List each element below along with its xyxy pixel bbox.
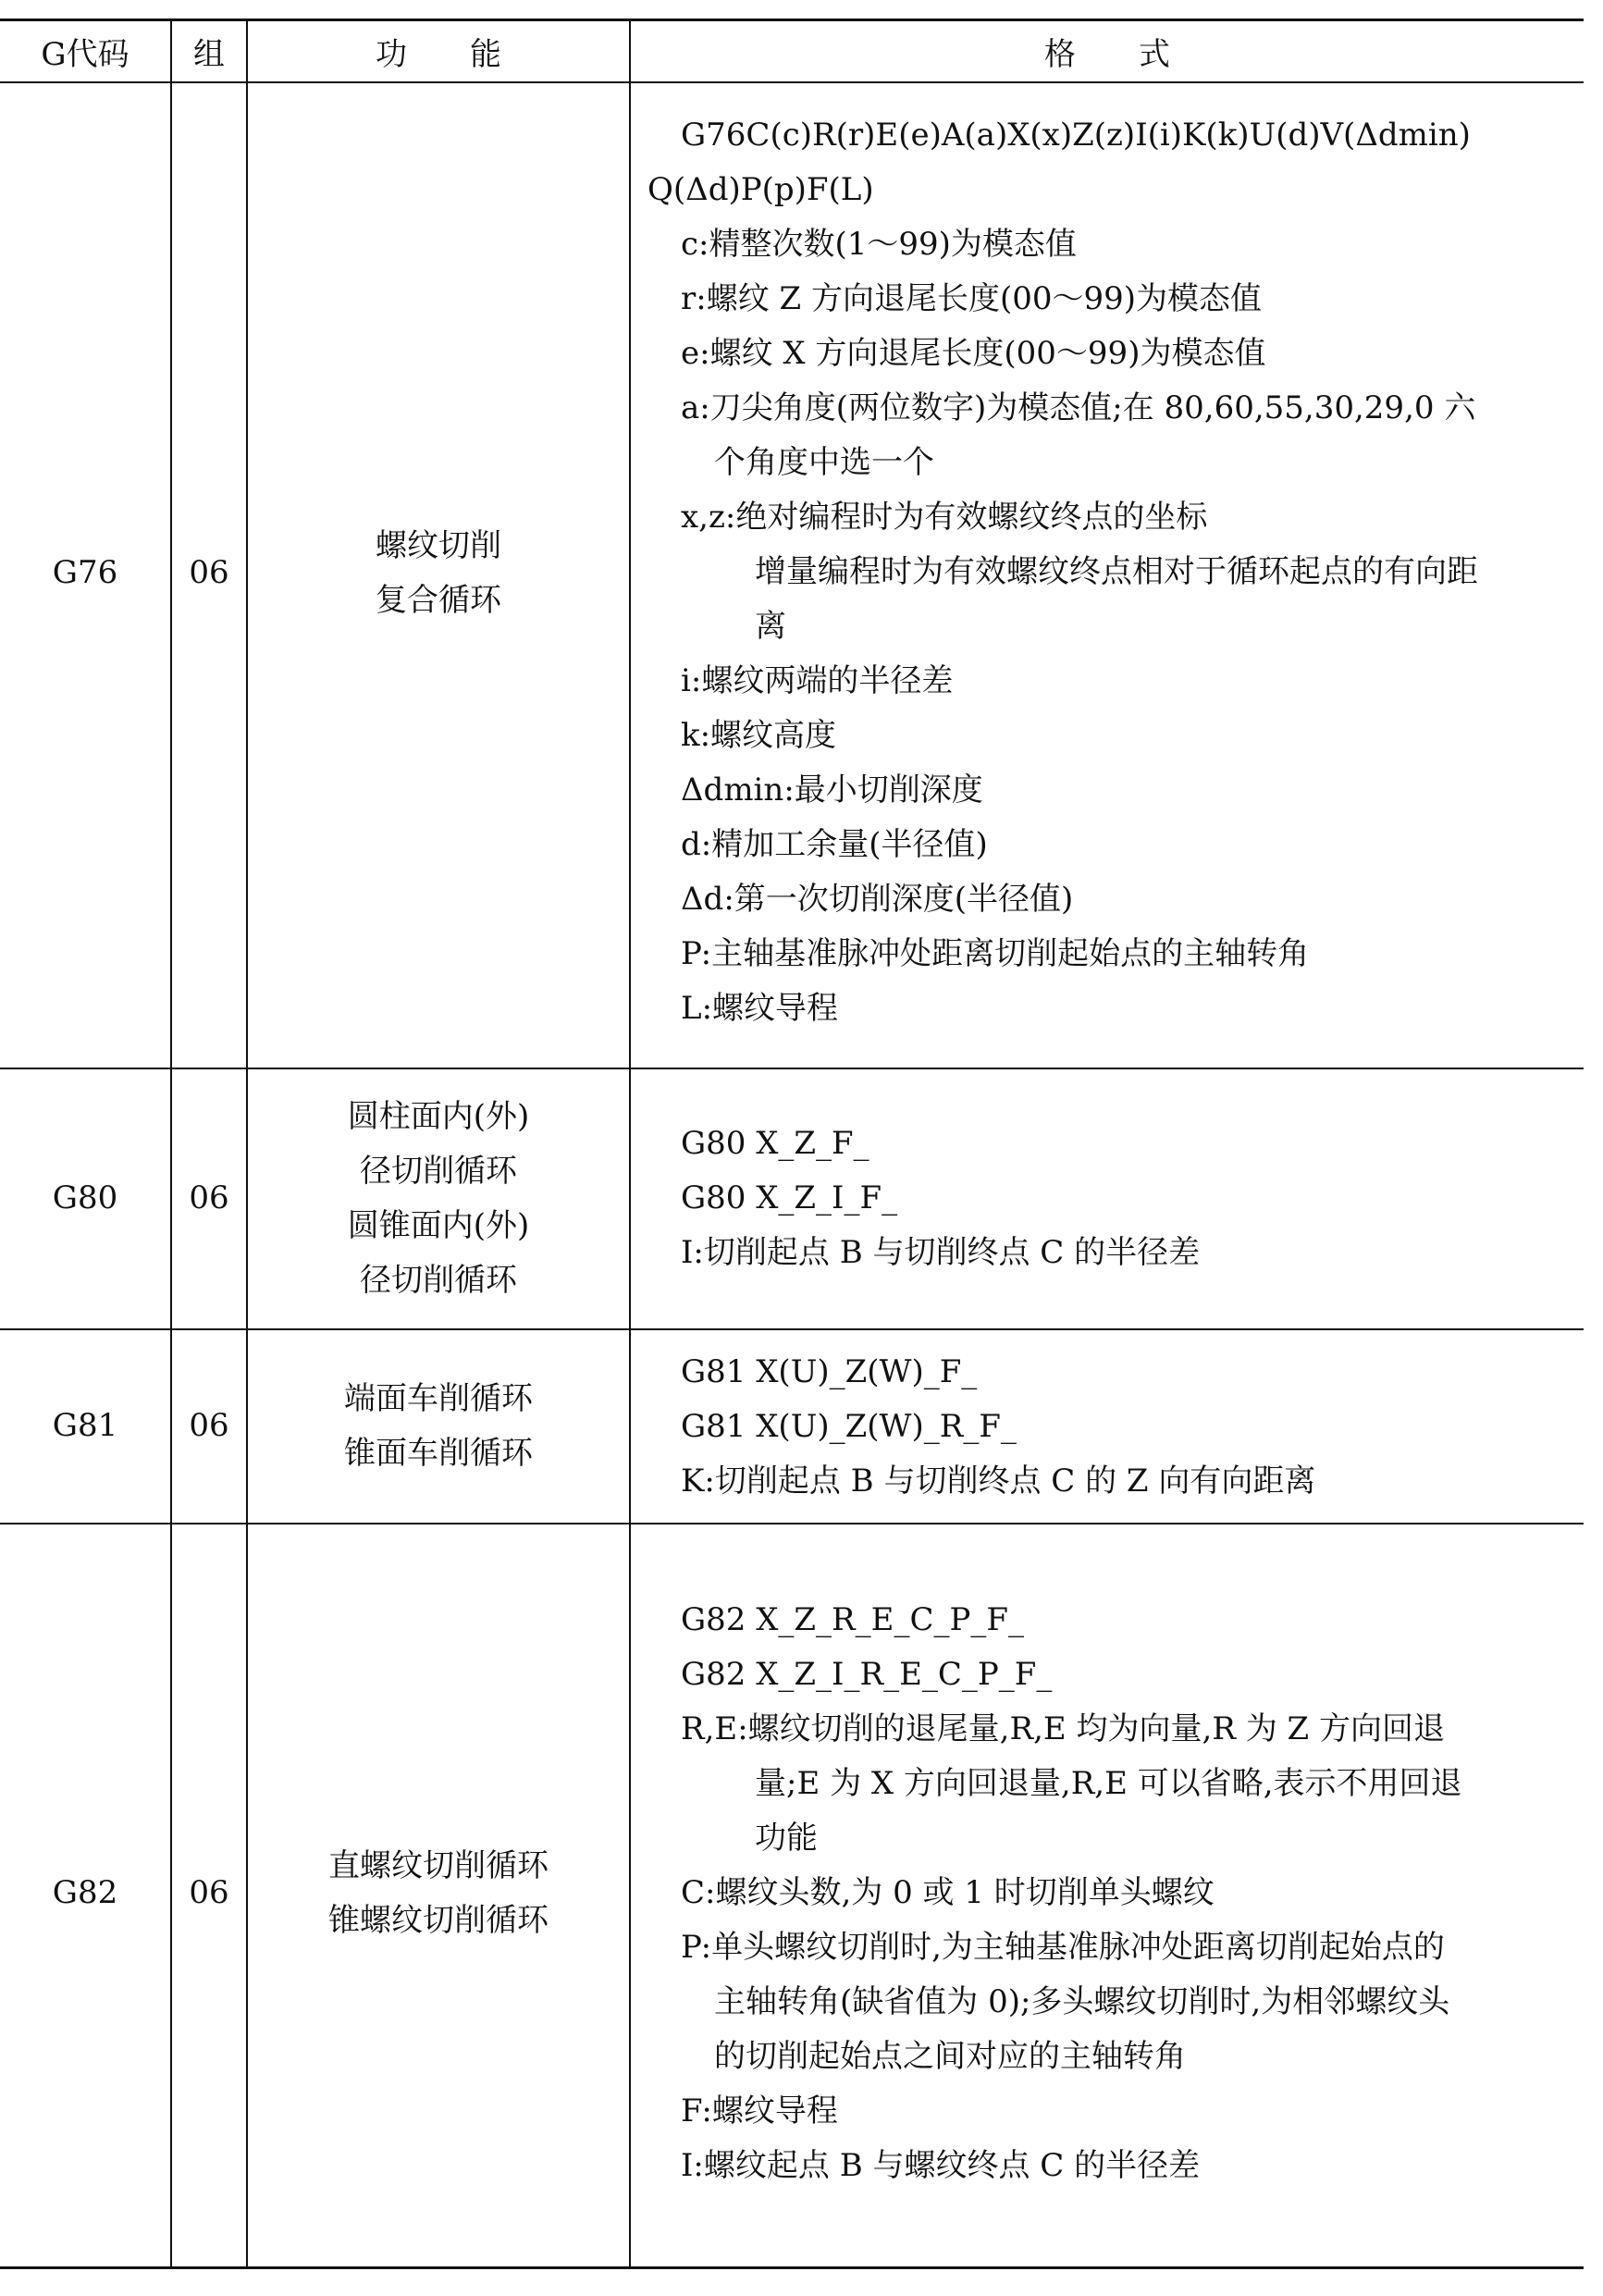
format-line: K:切削起点 B 与切削终点 C 的 Z 向有向距离 bbox=[681, 1463, 1316, 1500]
function-line: 锥面车削循环 bbox=[344, 1435, 533, 1472]
row-divider-g80 bbox=[0, 1328, 1584, 1330]
format-line: x,z:绝对编程时为有效螺纹终点的坐标 bbox=[681, 499, 1208, 536]
row-g82-function bbox=[248, 1839, 629, 1948]
function-line: 圆锥面内(外) bbox=[347, 1207, 530, 1244]
function-line: 径切削循环 bbox=[360, 1262, 517, 1299]
row-g82-code: G82 bbox=[52, 1874, 118, 1911]
column-rule-1 bbox=[170, 19, 172, 2267]
format-line: G82 X_Z_I_R_E_C_P_F_ bbox=[681, 1656, 1053, 1693]
header-function: 功 能 bbox=[376, 35, 501, 73]
format-line: 增量编程时为有效螺纹终点相对于循环起点的有向距 bbox=[755, 553, 1478, 590]
function-line: 圆柱面内(外) bbox=[347, 1098, 530, 1135]
format-line: 功能 bbox=[755, 1820, 818, 1857]
header-format: 格 式 bbox=[1044, 35, 1170, 73]
format-line: Δd:第一次切削深度(半径值) bbox=[681, 881, 1074, 918]
row-divider-g76 bbox=[0, 1068, 1584, 1069]
format-line: P:主轴基准脉冲处距离切削起始点的主轴转角 bbox=[681, 935, 1310, 972]
format-line: 的切削起始点之间对应的主轴转角 bbox=[714, 2038, 1186, 2075]
row-g81-group: 06 bbox=[189, 1407, 229, 1444]
format-line: L:螺纹导程 bbox=[681, 990, 839, 1027]
row-g82-format bbox=[647, 1593, 1568, 2193]
format-line: P:单头螺纹切削时,为主轴基准脉冲处距离切削起始点的 bbox=[681, 1929, 1445, 1966]
row-g80-group: 06 bbox=[189, 1179, 229, 1216]
row-g82-group: 06 bbox=[189, 1874, 229, 1911]
format-line: G81 X(U)_Z(W)_R_F_ bbox=[681, 1408, 1017, 1445]
function-line: 直螺纹切削循环 bbox=[328, 1847, 549, 1884]
format-line: 主轴转角(缺省值为 0);多头螺纹切削时,为相邻螺纹头 bbox=[714, 1983, 1450, 2020]
format-line: R,E:螺纹切削的退尾量,R,E 均为向量,R 为 Z 方向回退 bbox=[681, 1710, 1445, 1747]
row-g76-group: 06 bbox=[189, 554, 229, 591]
format-line: a:刀尖角度(两位数字)为模态值;在 80,60,55,30,29,0 六 bbox=[681, 389, 1476, 426]
format-line: I:螺纹起点 B 与螺纹终点 C 的半径差 bbox=[681, 2147, 1201, 2184]
row-divider-g81 bbox=[0, 1523, 1584, 1524]
format-line: F:螺纹导程 bbox=[681, 2092, 838, 2129]
row-g81-format bbox=[647, 1345, 1568, 1509]
format-line: G76C(c)R(r)E(e)A(a)X(x)Z(z)I(i)K(k)U(d)V(Δdmin) bbox=[681, 117, 1471, 154]
function-line: 端面车削循环 bbox=[344, 1380, 533, 1417]
row-g80-format bbox=[647, 1117, 1568, 1280]
row-g76-format bbox=[647, 108, 1568, 1036]
row-g80-code: G80 bbox=[52, 1179, 118, 1216]
function-line: 复合循环 bbox=[376, 582, 501, 619]
format-line: c:精整次数(1～99)为模态值 bbox=[681, 226, 1077, 263]
format-line: 离 bbox=[755, 608, 786, 645]
row-g76-code: G76 bbox=[52, 554, 118, 591]
row-g81-function bbox=[248, 1372, 629, 1481]
format-line: G80 X_Z_I_F_ bbox=[681, 1179, 898, 1216]
function-line: 锥螺纹切削循环 bbox=[328, 1902, 549, 1939]
format-line: e:螺纹 X 方向退尾长度(00～99)为模态值 bbox=[681, 335, 1266, 372]
format-line: Δdmin:最小切削深度 bbox=[681, 772, 983, 809]
column-rule-3 bbox=[629, 19, 631, 2267]
header-group: 组 bbox=[193, 35, 225, 73]
row-g76-function bbox=[248, 519, 629, 628]
format-line: d:精加工余量(半径值) bbox=[681, 826, 988, 863]
format-line: C:螺纹头数,为 0 或 1 时切削单头螺纹 bbox=[681, 1874, 1215, 1911]
row-g81-code: G81 bbox=[52, 1407, 118, 1444]
format-line: I:切削起点 B 与切削终点 C 的半径差 bbox=[681, 1234, 1201, 1271]
format-line: Q(Δd)P(p)F(L) bbox=[647, 171, 874, 208]
format-line: r:螺纹 Z 方向退尾长度(00～99)为模态值 bbox=[681, 280, 1263, 317]
format-line: G81 X(U)_Z(W)_F_ bbox=[681, 1353, 978, 1390]
format-line: G82 X_Z_R_E_C_P_F_ bbox=[681, 1601, 1024, 1638]
function-line: 径切削循环 bbox=[360, 1153, 517, 1190]
format-line: 量;E 为 X 方向回退量,R,E 可以省略,表示不用回退 bbox=[755, 1765, 1462, 1802]
header-bottom-rule bbox=[0, 81, 1584, 83]
function-line: 螺纹切削 bbox=[376, 527, 501, 564]
format-line: k:螺纹高度 bbox=[681, 717, 837, 754]
row-g80-function bbox=[248, 1090, 629, 1308]
format-line: G80 X_Z_F_ bbox=[681, 1125, 869, 1162]
format-line: 个角度中选一个 bbox=[714, 444, 934, 481]
header-code: G代码 bbox=[41, 35, 129, 73]
format-line: i:螺纹两端的半径差 bbox=[681, 662, 954, 699]
table-bottom-rule bbox=[0, 2266, 1584, 2269]
